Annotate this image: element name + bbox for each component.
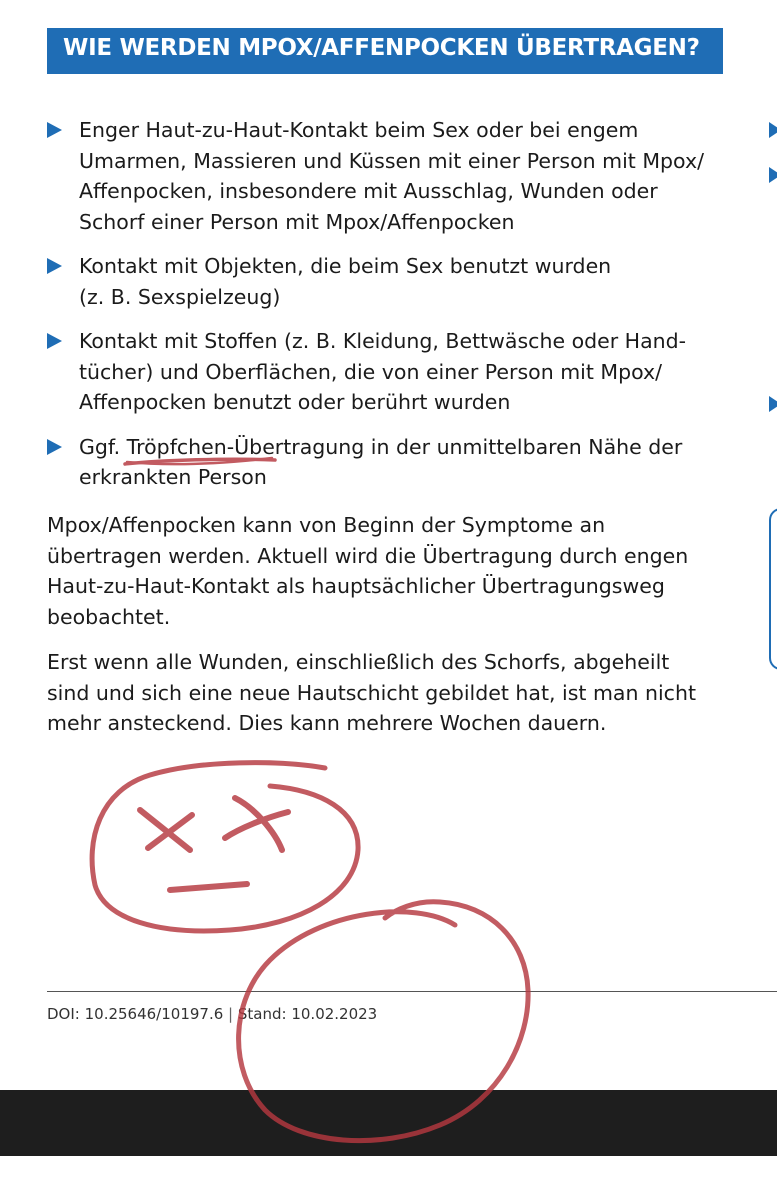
contagious-paragraph: Erst wenn alle Wunden, einschließlich des Schorfs, abgeheilt sind und sich eine neue Hautschicht gebildet hat, ist man nicht mehr ansteckend. Dies kann mehrere Wochen dauern. xyxy=(47,650,696,735)
next-column-triangle-icon xyxy=(769,122,777,138)
next-column-box-edge xyxy=(769,508,777,670)
bottom-dark-band xyxy=(0,1090,777,1156)
list-item xyxy=(47,326,707,418)
transmission-paragraph: Mpox/Affenpocken kann von Beginn der Symptome an übertragen werden. Aktuell wird die Übertragung durch engen Haut-zu-Haut-Kontakt als hauptsächlicher Übertragungsweg beobachtet. xyxy=(47,513,689,629)
footer-divider xyxy=(47,991,777,992)
bullet-list xyxy=(47,115,707,507)
bullet-text: Ggf. Tröpfchen-Übertragung in der unmittelbaren Nähe der erkrankten Person xyxy=(79,434,683,489)
next-column-triangle-icon xyxy=(769,396,777,412)
list-item xyxy=(47,115,707,237)
bullet-text: Kontakt mit Stoffen (z. B. Kleidung, Bettwäsche oder Hand- tücher) und Oberflächen, die von einer Person mit Mpox/ Affenpocken benutzt oder berührt wurden xyxy=(79,329,687,414)
x-eye-stroke xyxy=(225,812,288,838)
doi-text: DOI: 10.25646/10197.6 xyxy=(47,1005,224,1023)
section-heading: WIE WERDEN MPOX/AFFENPOCKEN ÜBERTRAGEN? xyxy=(63,35,700,61)
footer-citation xyxy=(47,1005,377,1023)
bullet-text: Kontakt mit Objekten, die beim Sex benutzt wurden (z. B. Sexspielzeug) xyxy=(79,254,612,309)
triangle-bullet-icon xyxy=(47,258,62,274)
list-item xyxy=(47,432,707,493)
face-outline-stroke xyxy=(92,763,358,931)
stand-date: Stand: 10.02.2023 xyxy=(237,1005,378,1023)
section-heading-bar xyxy=(47,28,723,74)
next-column-triangle-icon xyxy=(769,167,777,183)
x-eye-stroke xyxy=(140,810,190,850)
x-eye-stroke xyxy=(148,815,192,848)
mouth-stroke xyxy=(170,884,247,890)
list-item xyxy=(47,251,707,312)
triangle-bullet-icon xyxy=(47,439,62,455)
triangle-bullet-icon xyxy=(47,333,62,349)
footer-separator: | xyxy=(228,1005,234,1023)
triangle-bullet-icon xyxy=(47,122,62,138)
x-eye-stroke xyxy=(235,798,282,850)
bullet-text: Enger Haut-zu-Haut-Kontakt beim Sex oder bei engem Umarmen, Massieren und Küssen mit einer Person mit Mpox/ Affenpocken, insbesondere mit Ausschlag, Wunden oder Schorf einer Person mit Mpox/Affenpocken xyxy=(79,118,704,234)
